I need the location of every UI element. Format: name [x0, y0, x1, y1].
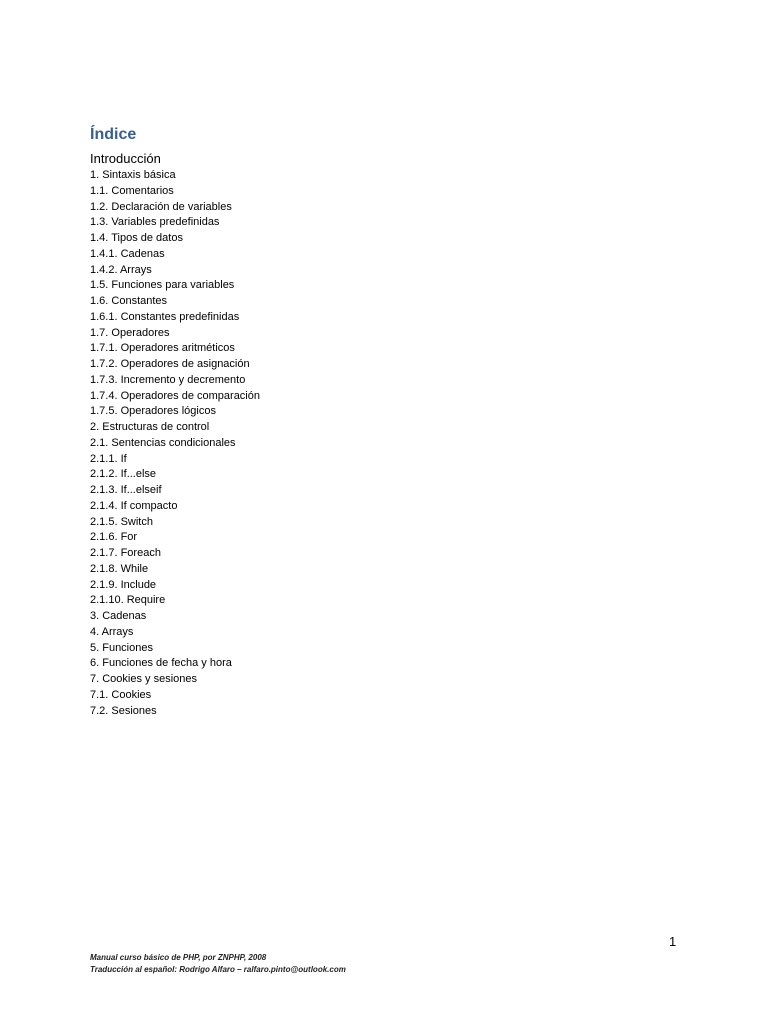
toc-entry: 1.6.1. Constantes predefinidas	[90, 310, 240, 323]
toc-entry: 1.7.5. Operadores lógicos	[90, 405, 216, 418]
toc-intro: Introducción	[90, 151, 161, 166]
toc-entry: 1.5. Funciones para variables	[90, 279, 235, 292]
toc-entry: 7. Cookies y sesiones	[90, 673, 197, 685]
toc-entry: 2.1.10. Require	[90, 594, 166, 607]
toc-entry: 2.1.8. While	[90, 562, 149, 575]
page-number: 1	[669, 934, 677, 949]
page-footer	[90, 952, 346, 976]
toc-entry: 2.1.5. Switch	[90, 515, 153, 528]
toc-entry: 6. Funciones de fecha y hora	[90, 657, 232, 670]
footer-translation: Traducción al español: Rodrigo Alfaro – ralfaro.pinto@outlook.com	[90, 965, 346, 974]
table-of-contents	[90, 168, 260, 719]
toc-entry: 7.2. Sesiones	[90, 704, 157, 717]
toc-entry: 1.7.2. Operadores de asignación	[90, 358, 250, 370]
toc-entry: 1.7.4. Operadores de comparación	[90, 389, 260, 402]
index-heading: Índice	[90, 126, 137, 143]
toc-entry: 2.1.4. If compacto	[90, 499, 178, 512]
toc-entry: 1.4.2. Arrays	[90, 263, 152, 276]
toc-entry: 2.1.9. Include	[90, 578, 157, 591]
toc-entry: 4. Arrays	[90, 625, 134, 638]
toc-entry: 1.4.1. Cadenas	[90, 247, 165, 260]
toc-entry: 2.1. Sentencias condicionales	[90, 436, 236, 449]
toc-entry: 2. Estructuras de control	[90, 421, 210, 433]
toc-entry: 2.1.2. If...else	[90, 468, 157, 481]
toc-entry: 1.6. Constantes	[90, 295, 168, 307]
toc-entry: 2.1.6. For	[90, 531, 138, 544]
toc-entry: 2.1.3. If...elseif	[90, 484, 162, 496]
toc-entry: 1. Sintaxis básica	[90, 169, 176, 181]
toc-entry: 1.7.3. Incremento y decremento	[90, 373, 246, 386]
toc-entry: 1.4. Tipos de datos	[90, 232, 183, 244]
toc-entry: 1.7.1. Operadores aritméticos	[90, 342, 235, 355]
toc-entry: 1.1. Comentarios	[90, 184, 174, 197]
toc-entry: 3. Cadenas	[90, 610, 147, 622]
toc-entry: 1.3. Variables predefinidas	[90, 216, 220, 229]
toc-entry: 7.1. Cookies	[90, 688, 152, 701]
toc-entry: 2.1.1. If	[90, 452, 127, 465]
toc-entry: 1.7. Operadores	[90, 326, 170, 339]
toc-entry: 2.1.7. Foreach	[90, 547, 161, 559]
footer-credit: Manual curso básico de PHP, por ZNPHP, 2008	[90, 953, 267, 962]
toc-entry: 1.2. Declaración de variables	[90, 200, 232, 213]
toc-entry: 5. Funciones	[90, 641, 153, 654]
